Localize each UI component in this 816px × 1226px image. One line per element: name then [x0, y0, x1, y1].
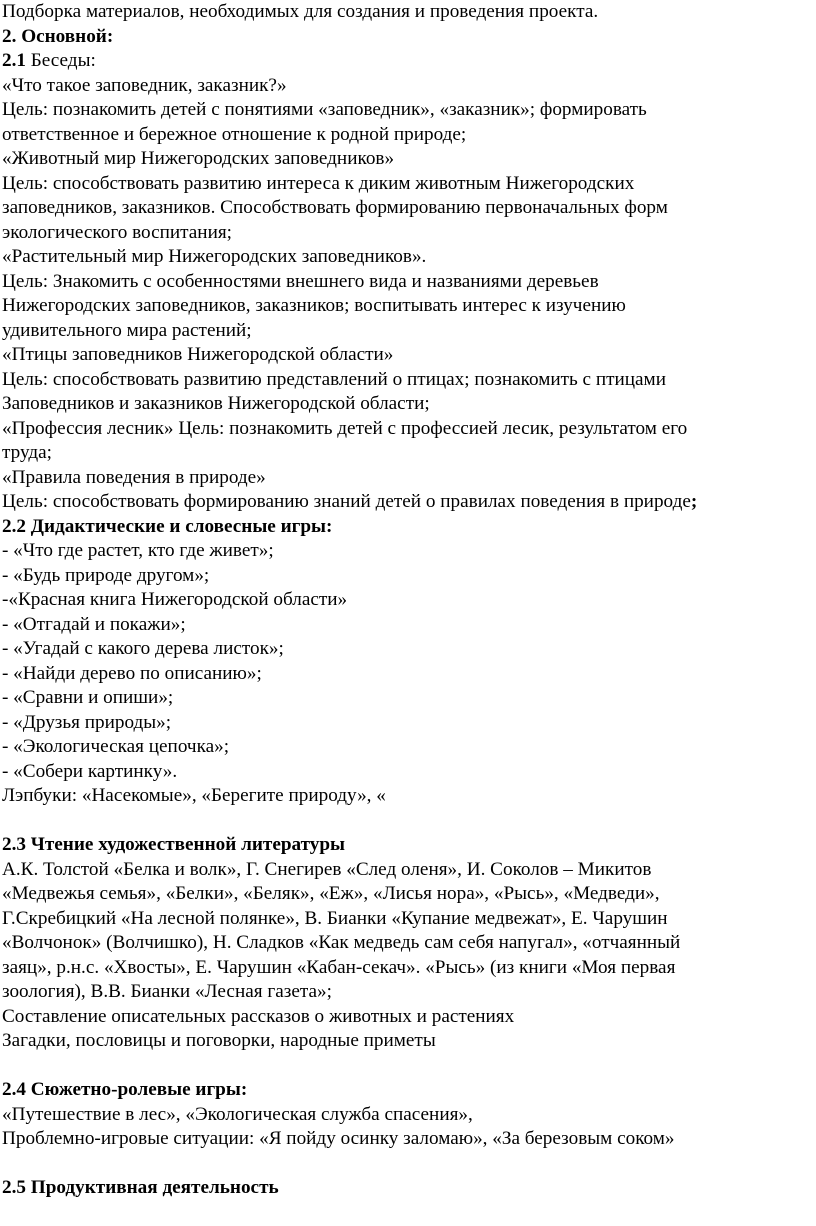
conversation-line: «Животный мир Нижегородских заповедников»	[2, 148, 395, 169]
role-play-line: «Путешествие в лес», «Экологическая служба спасения»,	[2, 1103, 473, 1125]
section-2-1-number: 2.1	[2, 50, 26, 71]
literature-line: «Медвежья семья», «Белки», «Беляк», «Еж», «Лисья нора», «Рысь», «Медведи»,	[2, 883, 660, 904]
section-2-1-title: Беседы:	[25, 50, 96, 71]
game-item: - «Будь природе другом»;	[2, 564, 210, 586]
conversation-line: «Профессия лесник» Цель: познакомить детей с профессией лесик, результатом его	[2, 417, 688, 439]
document-page	[2, 0, 812, 1201]
literature-line: Составление описательных рассказов о животных и растениях	[2, 1005, 515, 1027]
conversation-line: Цель: Знакомить с особенностями внешнего вида и названиями деревьев	[2, 270, 599, 292]
section-2-4-heading: 2.4 Сюжетно-ролевые игры:	[2, 1079, 248, 1100]
literature-line: зоология), В.В. Бианки «Лесная газета»;	[2, 981, 332, 1002]
literature-line: заяц», р.н.с. «Хвосты», Е. Чарушин «Кабан-секач». «Рысь» (из книги «Моя первая	[2, 956, 676, 978]
conversation-line: экологического воспитания;	[2, 221, 232, 243]
conversation-line: «Растительный мир Нижегородских заповедников».	[2, 246, 427, 267]
game-item: - «Отгадай и покажи»;	[2, 613, 186, 635]
conversation-line: ответственное и бережное отношение к родной природе;	[2, 123, 467, 145]
conversation-line: труда;	[2, 442, 52, 463]
conversation-line: Заповедников и заказников Нижегородской области;	[2, 393, 430, 414]
section-2-5-heading: 2.5 Продуктивная деятельность	[2, 1177, 279, 1198]
game-item: - «Сравни и опиши»;	[2, 687, 174, 708]
literature-line: Загадки, пословицы и поговорки, народные приметы	[2, 1030, 436, 1051]
conversation-line: Нижегородских заповедников, заказников; воспитывать интерес к изучению	[2, 295, 626, 316]
game-item: - «Угадай с какого дерева листок»;	[2, 638, 284, 659]
blank-line	[2, 1152, 812, 1177]
literature-line: «Волчонок» (Волчишко), Н. Сладков «Как медведь сам себя напугал», «отчаянный	[2, 932, 681, 953]
game-item: - «Друзья природы»;	[2, 711, 172, 733]
conversation-line: «Правила поведения в природе»	[2, 466, 266, 488]
section-2-3-heading: 2.3 Чтение художественной литературы	[2, 834, 346, 855]
conversation-last-line	[2, 490, 812, 515]
conversation-line: Цель: познакомить детей с понятиями «заповедник», «заказник»; формировать	[2, 99, 647, 120]
conversation-line: заповедников, заказников. Способствовать формированию первоначальных форм	[2, 197, 668, 218]
game-item: - «Экологическая цепочка»;	[2, 736, 230, 757]
section-2-1-heading	[2, 49, 812, 74]
conversation-last-text: Цель: способствовать формированию знаний детей о правилах поведения в природе	[2, 491, 691, 512]
conversation-line: «Птицы заповедников Нижегородской области»	[2, 344, 394, 365]
role-play-line: Проблемно-игровые ситуации: «Я пойду осинку заломаю», «За березовым соком»	[2, 1128, 675, 1149]
game-item: - «Найди дерево по описанию»;	[2, 662, 262, 684]
section-2-heading: 2. Основной:	[2, 25, 114, 47]
game-item: - «Что где растет, кто где живет»;	[2, 540, 274, 561]
conversation-last-punct: ;	[690, 491, 698, 512]
game-item: - «Собери картинку».	[2, 760, 178, 782]
section-2-2-heading: 2.2 Дидактические и словесные игры:	[2, 515, 333, 537]
conversation-line: Цель: способствовать развитию интереса к диким животным Нижегородских	[2, 172, 635, 194]
blank-line	[2, 1054, 812, 1079]
conversation-line: удивительного мира растений;	[2, 319, 252, 341]
literature-line: Г.Скребицкий «На лесной полянке», В. Бианки «Купание медвежат», Е. Чарушин	[2, 907, 668, 929]
intro-text: Подборка материалов, необходимых для создания и проведения проекта.	[2, 1, 599, 22]
conversation-line: Цель: способствовать развитию представлений о птицах; познакомить с птицами	[2, 368, 666, 390]
game-item: -«Красная книга Нижегородской области»	[2, 589, 348, 610]
blank-line	[2, 809, 812, 834]
conversation-line: «Что такое заповедник, заказник?»	[2, 74, 287, 96]
lapbooks-line: Лэпбуки: «Насекомые», «Берегите природу», «	[2, 785, 386, 806]
literature-line: А.К. Толстой «Белка и волк», Г. Снегирев «След оленя», И. Соколов – Микитов	[2, 858, 652, 880]
